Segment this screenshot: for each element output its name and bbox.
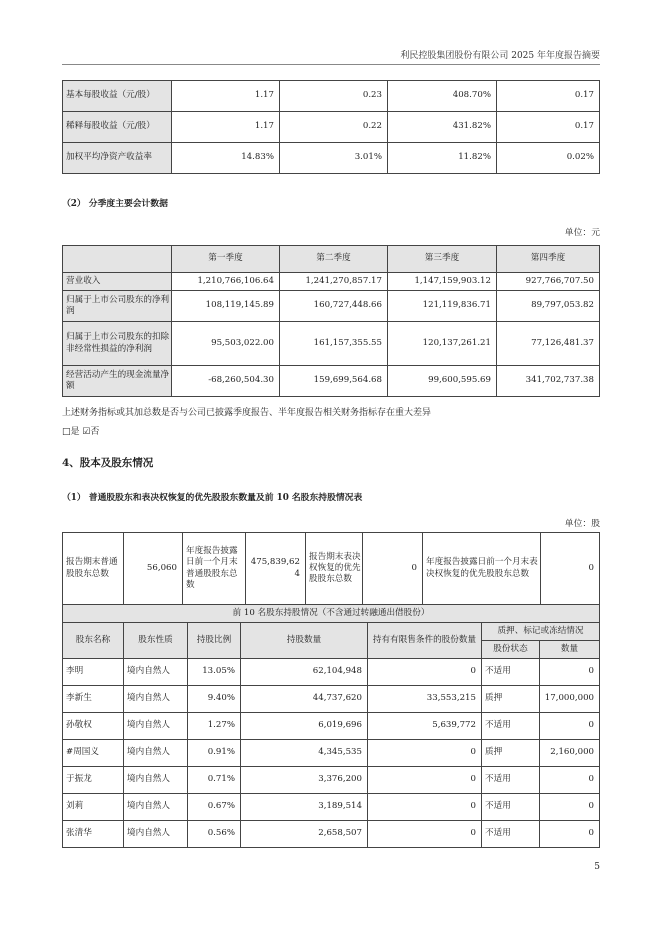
quarterly-row-label: 归属于上市公司股东的净利润 (63, 291, 172, 322)
page-header-title: 利民控股集团股份有限公司 2025 年年度报告摘要 (400, 51, 600, 61)
holder-pledge-status: 不适用 (482, 794, 540, 821)
holder-name: 张清华 (63, 821, 124, 848)
holder-name: 刘莉 (63, 794, 124, 821)
summary-value-preferred-holders: 0 (363, 533, 423, 605)
shareholders-unit-label: 单位：股 (564, 519, 600, 529)
quarterly-row-label: 经营活动产生的现金流量净额 (63, 366, 172, 397)
holder-quantity: 3,376,200 (241, 767, 368, 794)
holder-pledge-count: 0 (540, 713, 600, 740)
holder-quantity: 6,019,696 (241, 713, 368, 740)
holder-pledge-count: 17,000,000 (540, 686, 600, 713)
holder-row (63, 740, 600, 767)
col-header-restricted: 持有有限售条件的股份数量 (368, 623, 482, 659)
holder-ratio: 0.71% (188, 767, 241, 794)
holder-name: 于振龙 (63, 767, 124, 794)
quarterly-value: 108,119,145.89 (172, 291, 280, 322)
quarterly-value: 89,797,053.82 (497, 291, 600, 322)
holder-restricted: 33,553,215 (368, 686, 482, 713)
holder-name: 李明 (63, 659, 124, 686)
quarterly-unit-label: 单位：元 (564, 228, 600, 238)
holder-row (63, 767, 600, 794)
holder-pledge-status: 不适用 (482, 767, 540, 794)
quarterly-row (63, 322, 600, 366)
holder-restricted: 0 (368, 740, 482, 767)
quarterly-data-table (62, 245, 600, 397)
summary-label-prior-month-preferred: 年度报告披露日前一个月末表决权恢复的优先股股东总数 (423, 533, 541, 605)
holder-row (63, 794, 600, 821)
col-header-ratio: 持股比例 (188, 623, 241, 659)
quarterly-value: 927,766,707.50 (497, 273, 600, 291)
holder-pledge-count: 0 (540, 767, 600, 794)
col-header-name: 股东名称 (63, 623, 124, 659)
holder-restricted: 0 (368, 767, 482, 794)
holder-ratio: 0.56% (188, 821, 241, 848)
per-share-row-label: 加权平均净资产收益率 (63, 143, 172, 174)
holder-pledge-count: 0 (540, 659, 600, 686)
per-share-value: 431.82% (388, 112, 497, 143)
col-header-quantity: 持股数量 (241, 623, 368, 659)
holder-ratio: 1.27% (188, 713, 241, 740)
summary-label-preferred-holders: 报告期末表决权恢复的优先股股东总数 (306, 533, 363, 605)
holder-restricted: 5,639,772 (368, 713, 482, 740)
summary-value-prior-month-preferred: 0 (541, 533, 600, 605)
holder-pledge-count: 0 (540, 794, 600, 821)
holder-nature: 境内自然人 (124, 794, 188, 821)
page-number: 5 (594, 862, 600, 872)
per-share-row (63, 112, 600, 143)
quarterly-value: 161,157,355.55 (280, 322, 388, 366)
per-share-value: 0.17 (497, 112, 600, 143)
col-header-count: 数量 (540, 641, 600, 659)
holder-name: 李新生 (63, 686, 124, 713)
quarterly-col-header (63, 246, 172, 273)
holder-nature: 境内自然人 (124, 767, 188, 794)
col-header-pledge: 质押、标记或冻结情况 (482, 623, 600, 641)
holder-restricted: 0 (368, 659, 482, 686)
per-share-value: 11.82% (388, 143, 497, 174)
holder-nature: 境内自然人 (124, 740, 188, 767)
quarterly-col-header: 第四季度 (497, 246, 600, 273)
holder-nature: 境内自然人 (124, 713, 188, 740)
quarterly-value: 1,147,159,903.12 (388, 273, 497, 291)
quarterly-table-head (63, 246, 600, 273)
per-share-row (63, 81, 600, 112)
quarterly-value: 99,600,595.69 (388, 366, 497, 397)
shareholder-count-table (62, 532, 600, 605)
holder-row (63, 821, 600, 848)
quarterly-value: 1,210,766,106.64 (172, 273, 280, 291)
quarterly-row (63, 273, 600, 291)
holder-quantity: 2,658,507 (241, 821, 368, 848)
holder-quantity: 3,189,514 (241, 794, 368, 821)
col-header-nature: 股东性质 (124, 623, 188, 659)
holder-nature: 境内自然人 (124, 659, 188, 686)
shareholders-sub-heading: （1） 普通股股东和表决权恢复的优先股股东数量及前 10 名股东持股情况表 (62, 493, 363, 503)
quarterly-value: 77,126,481.37 (497, 322, 600, 366)
quarterly-col-header: 第二季度 (280, 246, 388, 273)
per-share-value: 0.22 (280, 112, 388, 143)
col-header-status: 股份状态 (482, 641, 540, 659)
holder-pledge-status: 不适用 (482, 821, 540, 848)
quarterly-value: 160,727,448.66 (280, 291, 388, 322)
holder-quantity: 4,345,535 (241, 740, 368, 767)
per-share-row (63, 143, 600, 174)
per-share-value: 408.70% (388, 81, 497, 112)
holder-pledge-count: 0 (540, 821, 600, 848)
holder-restricted: 0 (368, 821, 482, 848)
per-share-value: 0.17 (497, 81, 600, 112)
holder-pledge-status: 不适用 (482, 659, 540, 686)
top-holders-body (63, 659, 600, 848)
holder-ratio: 13.05% (188, 659, 241, 686)
quarterly-value: 1,241,270,857.17 (280, 273, 388, 291)
per-share-row-label: 基本每股收益（元/股） (63, 81, 172, 112)
quarterly-table-body (63, 273, 600, 397)
holder-ratio: 9.40% (188, 686, 241, 713)
top-holders-table (62, 604, 600, 848)
quarterly-value: 121,119,836.71 (388, 291, 497, 322)
quarterly-row-label: 营业收入 (63, 273, 172, 291)
per-share-value: 14.83% (172, 143, 280, 174)
per-share-value: 3.01% (280, 143, 388, 174)
summary-label-prior-month-holders: 年度报告披露日前一个月末普通股股东总数 (183, 533, 246, 605)
quarterly-row-label: 归属于上市公司股东的扣除非经常性损益的净利润 (63, 322, 172, 366)
holder-pledge-status: 质押 (482, 740, 540, 767)
per-share-value: 0.23 (280, 81, 388, 112)
quarterly-value: 95,503,022.00 (172, 322, 280, 366)
summary-label-total-holders: 报告期末普通股股东总数 (63, 533, 124, 605)
quarterly-value: 341,702,737.38 (497, 366, 600, 397)
quarterly-row (63, 291, 600, 322)
difference-choice: □是 ☑否 (62, 427, 100, 437)
per-share-indicators-table (62, 80, 600, 174)
quarterly-data-heading: （2） 分季度主要会计数据 (62, 199, 168, 209)
holder-quantity: 62,104,948 (241, 659, 368, 686)
holder-pledge-count: 2,160,000 (540, 740, 600, 767)
per-share-table-body (63, 81, 600, 174)
quarterly-value: 120,137,261.21 (388, 322, 497, 366)
summary-value-prior-month-holders: 475,839,624 (246, 533, 306, 605)
quarterly-col-header: 第一季度 (172, 246, 280, 273)
holder-ratio: 0.67% (188, 794, 241, 821)
header-divider (62, 64, 600, 65)
per-share-value: 0.02% (497, 143, 600, 174)
holder-quantity: 44,737,620 (241, 686, 368, 713)
share-capital-heading: 4、股本及股东情况 (62, 457, 154, 469)
per-share-row-label: 稀释每股收益（元/股） (63, 112, 172, 143)
holder-row (63, 713, 600, 740)
holder-restricted: 0 (368, 794, 482, 821)
holder-ratio: 0.91% (188, 740, 241, 767)
per-share-value: 1.17 (172, 112, 280, 143)
holder-pledge-status: 质押 (482, 686, 540, 713)
quarterly-value: -68,260,504.30 (172, 366, 280, 397)
holder-row (63, 659, 600, 686)
top-holders-title: 前 10 名股东持股情况（不含通过转融通出借股份） (63, 605, 600, 623)
quarterly-value: 159,699,564.68 (280, 366, 388, 397)
quarterly-header-row (63, 246, 600, 273)
summary-value-total-holders: 56,060 (124, 533, 183, 605)
holder-nature: 境内自然人 (124, 821, 188, 848)
quarterly-col-header: 第三季度 (388, 246, 497, 273)
per-share-value: 1.17 (172, 81, 280, 112)
holder-pledge-status: 不适用 (482, 713, 540, 740)
holder-nature: 境内自然人 (124, 686, 188, 713)
difference-note: 上述财务指标或其加总数是否与公司已披露季度报告、半年度报告相关财务指标存在重大差异 (62, 408, 432, 418)
holder-row (63, 686, 600, 713)
quarterly-row (63, 366, 600, 397)
holder-name: 孙敬权 (63, 713, 124, 740)
holder-name: #周国义 (63, 740, 124, 767)
